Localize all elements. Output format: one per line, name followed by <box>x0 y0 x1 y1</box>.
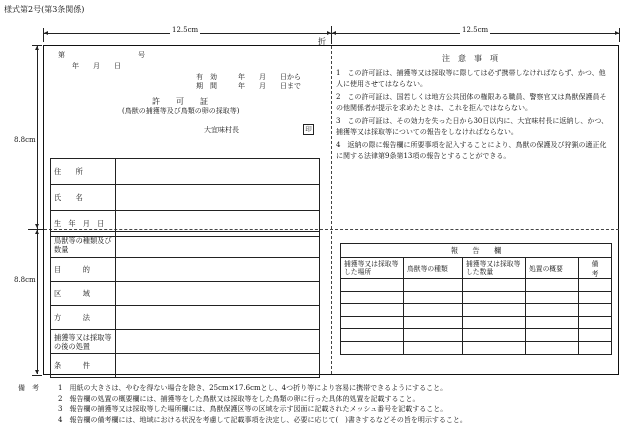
report-cell[interactable] <box>463 279 526 292</box>
footnote-item: 4 報告欄の備考欄には、地域における状況を考慮して記載事項を決定し、必要に応じて( )書きするなどその旨を明示すること。 <box>58 415 467 424</box>
report-cell[interactable] <box>341 304 404 317</box>
report-cell[interactable] <box>526 341 579 354</box>
row-value[interactable] <box>116 185 320 211</box>
row-label: 捕獲等又は採取等の後の処置 <box>51 330 116 354</box>
report-cell[interactable] <box>579 291 612 304</box>
report-cell[interactable] <box>404 291 463 304</box>
report-cell[interactable] <box>579 316 612 329</box>
row-value[interactable] <box>116 306 320 330</box>
row-label: 鳥獣等の種類及び数量 <box>51 232 116 258</box>
table-row <box>51 330 320 354</box>
form-title: 様式第2号(第3条関係) <box>4 5 85 14</box>
height-bottom-label: 8.8cm <box>14 276 36 284</box>
report-cell[interactable] <box>463 341 526 354</box>
table-row <box>341 341 612 354</box>
row-value[interactable] <box>116 232 320 258</box>
note-item: 2 この許可証は、国若しくは地方公共団体の権限ある職員、警察官又は鳥獣保護員その他関係者が提示を求めたときは、これを拒んではならない。 <box>336 93 607 112</box>
table-row <box>51 282 320 306</box>
report-cell[interactable] <box>341 316 404 329</box>
valid-from: 年 月 日から <box>238 73 301 81</box>
report-cell[interactable] <box>579 304 612 317</box>
row-label: 方 法 <box>51 306 116 330</box>
table-row <box>341 304 612 317</box>
row-label: 区 域 <box>51 282 116 306</box>
report-cell[interactable] <box>526 316 579 329</box>
number-label-right: 号 <box>138 51 145 59</box>
valid-to: 年 月 日まで <box>238 82 301 90</box>
row-value[interactable] <box>116 354 320 378</box>
report-cell[interactable] <box>404 304 463 317</box>
width-right-label: 12.5cm <box>462 26 489 34</box>
report-title: 報 告 欄 <box>341 244 612 258</box>
period-label: 期 間 <box>196 82 217 90</box>
footnote-item: 2 報告欄の処置の概要欄には、捕獲等をした鳥獣又は採取等をした鳥類の卵に行った具体的処置を記載すること。 <box>58 394 420 403</box>
table-row <box>341 329 612 342</box>
report-cell[interactable] <box>341 291 404 304</box>
row-label: 氏 名 <box>51 185 116 211</box>
notes-title: 注 意 事 項 <box>442 54 498 63</box>
footnote-item: 1 用紙の大きさは、やむを得ない場合を除き、25cm×17.6cmとし、4つ折り等により容易に携帯できるようにすること。 <box>58 384 448 392</box>
table-row <box>341 291 612 304</box>
applicant-table <box>50 158 320 237</box>
report-cell[interactable] <box>526 291 579 304</box>
footnotes-list <box>58 383 628 425</box>
report-cell[interactable] <box>463 304 526 317</box>
permit-subtitle: (鳥獣の捕獲等及び鳥類の卵の採取等) <box>122 107 240 115</box>
issue-date: 年 月 日 <box>72 62 121 70</box>
issuer-name: 大宜味村長 <box>204 126 239 134</box>
report-cell[interactable] <box>341 279 404 292</box>
report-cell[interactable] <box>579 341 612 354</box>
table-row <box>51 185 320 211</box>
report-table <box>340 243 612 355</box>
details-table <box>50 231 320 378</box>
note-item: 4 返納の際に報告欄に所要事項を記入することにより、鳥獣の保護及び狩猟の適正化に関する法律第9条第13項の報告とすることができる。 <box>336 141 607 160</box>
report-cell[interactable] <box>526 304 579 317</box>
report-header: 処置の概要 <box>526 258 579 279</box>
report-cell[interactable] <box>341 329 404 342</box>
row-value[interactable] <box>116 258 320 282</box>
footnotes-label: 備 考 <box>18 384 39 392</box>
report-cell[interactable] <box>463 291 526 304</box>
table-row <box>341 279 612 292</box>
row-value[interactable] <box>116 159 320 185</box>
table-row <box>51 159 320 185</box>
valid-label: 有 効 <box>196 73 217 81</box>
table-row <box>51 232 320 258</box>
row-label: 条 件 <box>51 354 116 378</box>
report-header: 備 考 <box>579 258 612 279</box>
report-header-row <box>341 258 612 279</box>
row-label: 住 所 <box>51 159 116 185</box>
report-cell[interactable] <box>463 329 526 342</box>
report-title-row <box>341 244 612 258</box>
report-cell[interactable] <box>579 329 612 342</box>
report-cell[interactable] <box>404 279 463 292</box>
note-item: 3 この許可証は、その効力を失った日から30日以内に、大宜味村長に返納し、かつ、捕獲等又は採取等についての報告をしなければならない。 <box>336 117 609 136</box>
table-row <box>341 316 612 329</box>
notes-list <box>336 68 610 164</box>
report-cell[interactable] <box>341 341 404 354</box>
report-header: 捕獲等又は採取等した場所 <box>341 258 404 279</box>
number-label-left: 第 <box>58 51 65 59</box>
seal-mark: 印 <box>303 124 314 135</box>
row-value[interactable] <box>116 282 320 306</box>
note-item: 1 この許可証は、捕獲等又は採取等に際しては必ず携帯しなければならず、かつ、他人に使用させてはならない。 <box>336 69 606 88</box>
table-row <box>51 354 320 378</box>
footnote-item: 3 報告欄の捕獲等又は採取等した場所欄には、鳥獣保護区等の区域を示す図面に記載されたメッシュ番号を記載すること。 <box>58 405 448 413</box>
report-cell[interactable] <box>579 279 612 292</box>
report-cell[interactable] <box>526 329 579 342</box>
width-left-label: 12.5cm <box>172 26 199 34</box>
report-cell[interactable] <box>404 329 463 342</box>
permit-title: 許 可 証 <box>152 97 208 106</box>
row-label: 目 的 <box>51 258 116 282</box>
table-row <box>51 258 320 282</box>
height-top-label: 8.8cm <box>14 136 36 144</box>
row-label: 生 年 月 日 <box>51 211 116 237</box>
fold-label: 折 <box>318 37 326 46</box>
report-cell[interactable] <box>463 316 526 329</box>
report-header: 鳥獣等の種類 <box>404 258 463 279</box>
report-cell[interactable] <box>526 279 579 292</box>
report-header: 捕獲等又は採取等した数量 <box>463 258 526 279</box>
vertical-fold-line <box>331 46 332 374</box>
report-cell[interactable] <box>404 341 463 354</box>
row-value[interactable] <box>116 330 320 354</box>
report-cell[interactable] <box>404 316 463 329</box>
table-row <box>51 306 320 330</box>
